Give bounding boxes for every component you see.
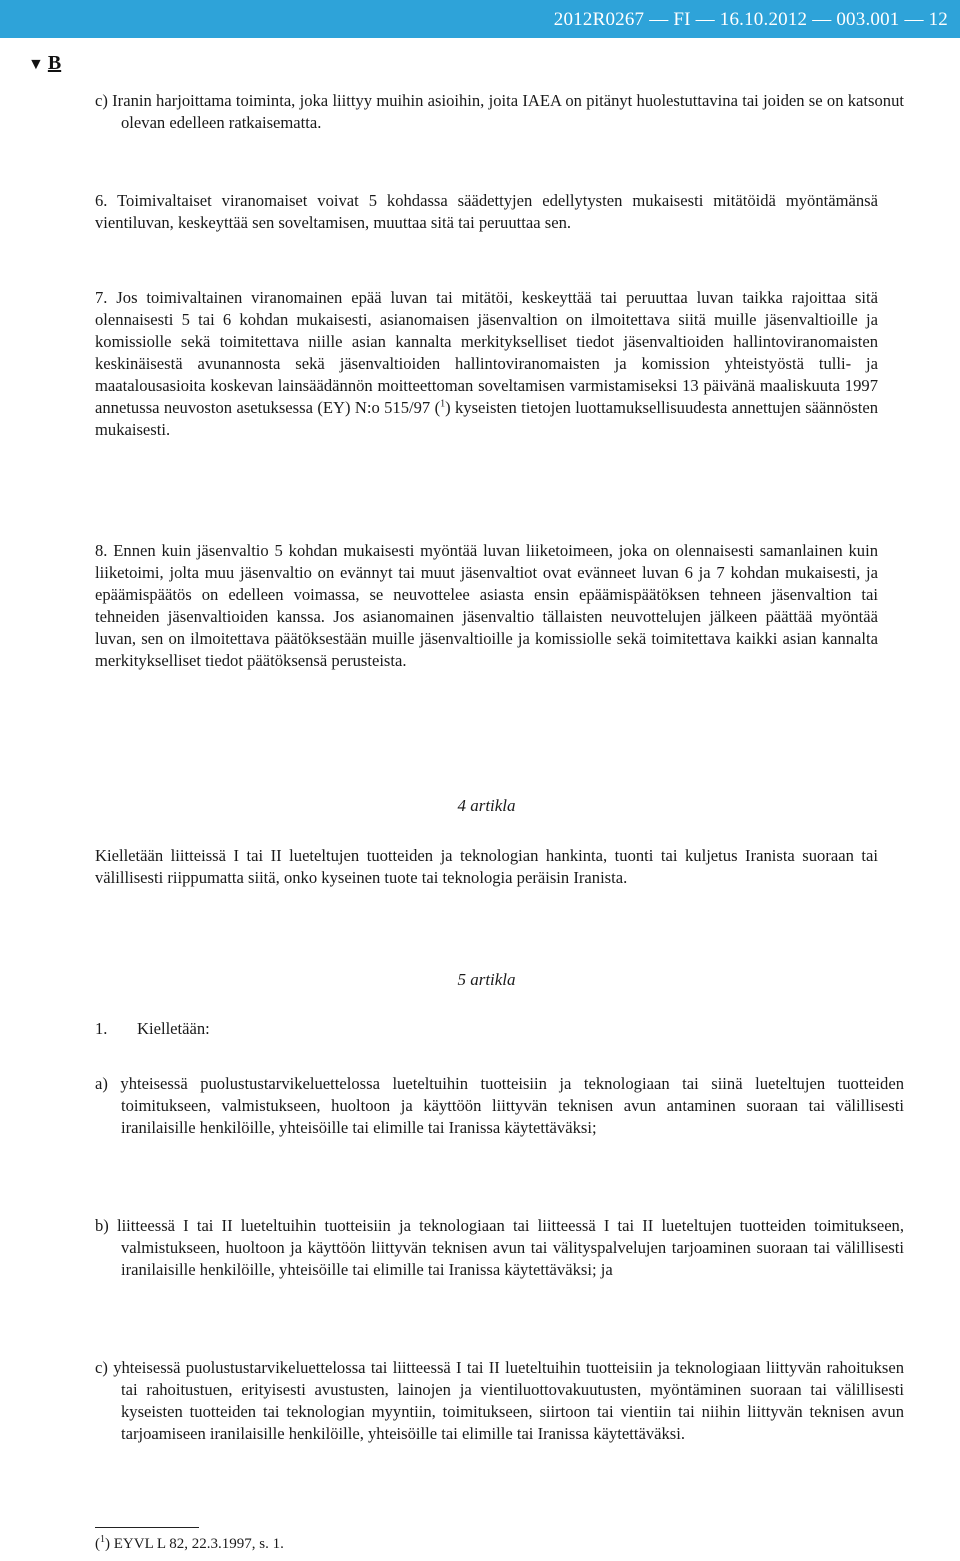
article-5-item-a: a) yhteisessä puolustustarvikeluettelossa lueteltuihin tuotteisiin ja teknologiaan tai siinä lueteltujen tuotteiden toimitukseen, valmistukseen, huoltoon ja käyttöön liittyvän teknisen avun antaminen suoraan tai välillisesti iranilaisille henkilöille, yhteisöille tai elimille tai Iranissa käytettäväksi; [95,1074,904,1137]
document-header-bar [0,0,960,38]
article-4-text: Kielletään liitteissä I tai II lueteltujen tuotteiden ja teknologian hankinta, tuonti tai kuljetus Iranista suoraan tai välillisesti riippumatta siitä, onko kyseinen tuote tai teknologia peräisin Iranista. [95,846,878,887]
triangle-down-icon: ▼ [28,56,44,73]
amendment-marker-letter: B [47,52,62,74]
article-5-paragraph-1 [95,1018,878,1040]
paragraph-7-text-a: 7. Jos toimivaltainen viranomainen epää luvan tai mitätöi, keskeyttää tai peruuttaa luvan taikka rajoittaa sitä olennaisesti 5 tai 6 kohdan mukaisesti, asianomaisen jäsenvaltion on ilmoitettava siitä muille jäsenvaltioille ja komissiolle sekä toimitettava niille asian kannalta merkitykselliset tiedot jäsenvaltioiden hallintoviranomaisten keskinäisestä avunannosta sekä jäsenvaltioiden hallintoviranomaisten ja komission yhteistyöstä tulli- ja maatalousasioita koskevan lainsäädännön moitteettoman soveltamisen varmistamiseksi 13 päivänä maaliskuuta 1997 annetussa neuvoston asetuksessa (EY) N:o 515/97 ( [95,288,878,417]
footnote-reference: 1 [440,398,446,410]
paragraph-8: 8. Ennen kuin jäsenvaltio 5 kohdan mukaisesti myöntää luvan liiketoimeen, joka on olennaisesti samanlainen kuin liiketoimi, jolta muu jäsenvaltio on evännyt tai muut jäsenvaltiot ovat evänneet luvan 6 ja 7 kohdan mukaisesti, ja epäämispäätös on edelleen voimassa, se neuvottelee asiasta ensin epäämispäätöksen tehneen jäsenvaltion tai tehneiden jäsenvaltioiden kanssa. Jos asianomainen jäsenvaltio tällaisten neuvottelujen jälkeen päättää myöntää luvan, sen on ilmoitettava päätöksestään muille jäsenvaltioille ja komissiolle sekä toimitettava kaikki asian kannalta merkitykselliset tiedot päätöksensä perusteista. [95,541,878,670]
article-4-title: 4 artikla [457,796,516,815]
footnote-separator [95,1527,199,1528]
article-5-paragraph-1-number: 1. [95,1019,108,1038]
article-5-item-b: b) liitteessä I tai II lueteltuihin tuotteisiin ja teknologiaan tai liitteessä I tai II lueteltujen tuotteiden toimitukseen, valmistukseen, huoltoon ja käyttöön liittyvän teknisen avun tai välityspalvelujen tarjoaminen suoraan tai välillisesti iranilaisille henkilöille, yhteisöille tai elimille tai Iranissa käytettäväksi; ja [95,1216,904,1279]
article-5-item-c: c) yhteisessä puolustustarvikeluettelossa tai liitteessä I tai II lueteltuihin tuotteisiin ja teknologiaan liittyvän rahoituksen tai rahoitustuen, erityisesti avustusten, lainojen ja vientiluottovakuutusten, myöntäminen suoraan tai välillisesti kyseisten tuotteiden tai teknologian myyntiin, toimitukseen, siirtoon tai vientiin tai niihin liittyvän teknisen avun tarjoamiseen iranilaisille henkilöille, yhteisöille tai elimille tai Iranissa käytettäväksi. [95,1358,904,1443]
paragraph-5c: c) Iranin harjoittama toiminta, joka liittyy muihin asioihin, joita IAEA on pitänyt huolestuttavina tai joiden se on katsonut olevan edelleen ratkaisematta. [95,91,904,132]
article-5-paragraph-1-text: Kielletään: [137,1019,210,1038]
footnote-text: EYVL L 82, 22.3.1997, s. 1. [113,1536,284,1552]
document-reference: 2012R0267 — FI — 16.10.2012 — 003.001 — 12 [553,9,948,30]
paragraph-7-text-b: ) kyseisten tietojen luottamuksellisuudesta annettujen säännösten mukaisesti. [95,398,878,439]
footnote: ($^1$) EYVL L 82, 22.3.1997, s. 1. [95,1534,284,1552]
footnote-marker: 1 [100,1534,105,1545]
paragraph-7 [95,287,878,441]
article-5-title: 5 artikla [457,970,516,989]
amendment-marker [28,52,61,75]
paragraph-6: 6. Toimivaltaiset viranomaiset voivat 5 kohdassa säädettyjen edellytysten mukaisesti mitätöidä myöntämänsä vientiluvan, keskeyttää sen soveltamisen, muuttaa sitä tai peruuttaa sen. [95,191,878,232]
